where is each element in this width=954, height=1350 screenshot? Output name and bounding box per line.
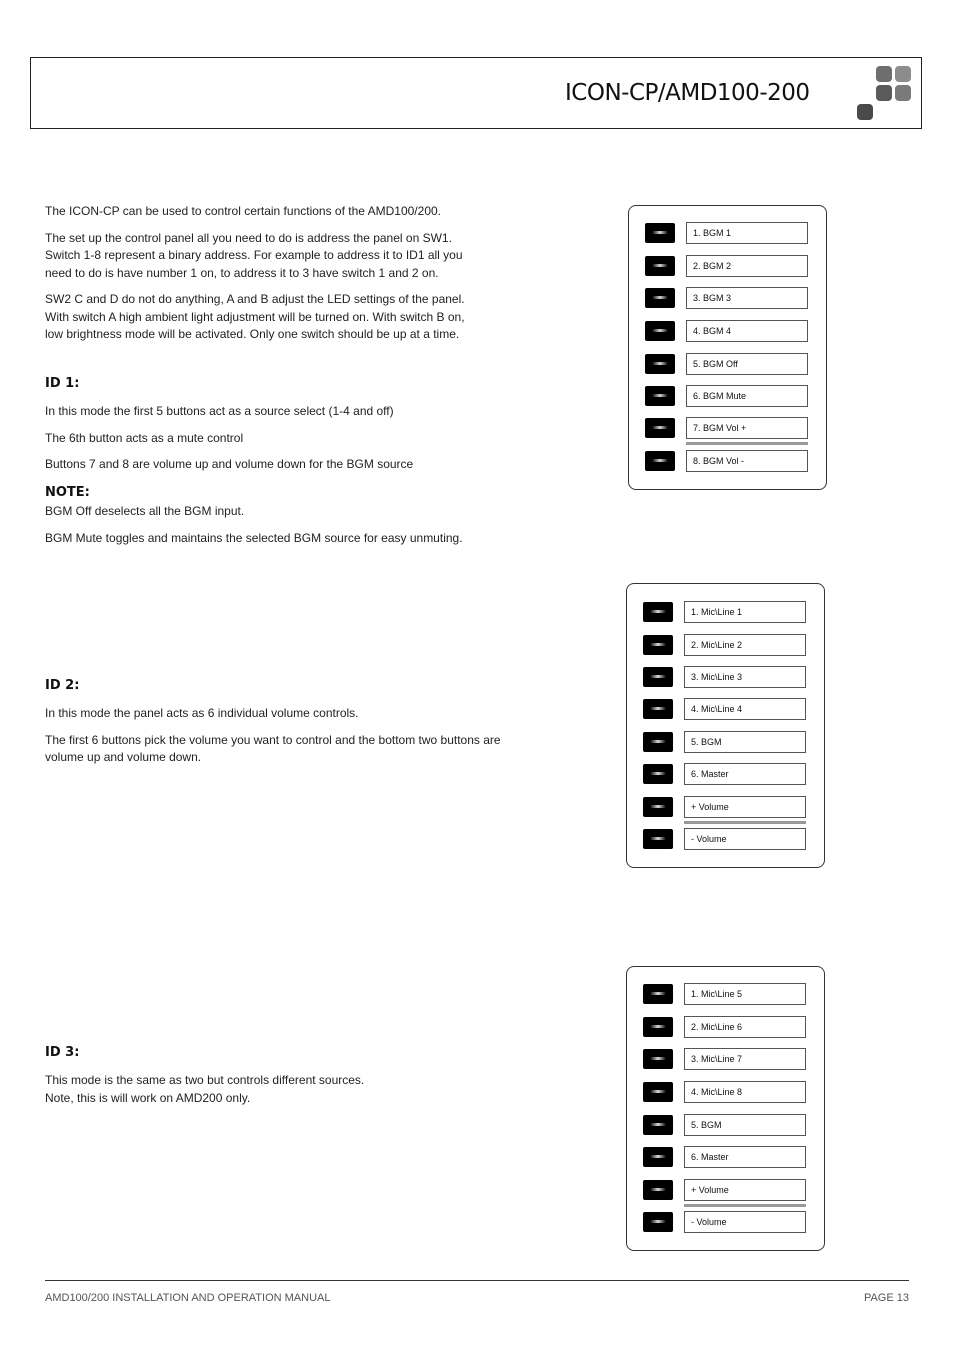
panel-button[interactable] bbox=[645, 321, 675, 341]
panel-button[interactable] bbox=[643, 1082, 673, 1102]
footer-manual-title: AMD100/200 INSTALLATION AND OPERATION MANUAL bbox=[45, 1292, 331, 1304]
id1-paragraph-2: The 6th button acts as a mute control bbox=[45, 430, 244, 445]
panel-row bbox=[627, 983, 824, 1005]
panel-row bbox=[627, 1146, 824, 1168]
panel-button[interactable] bbox=[643, 699, 673, 719]
panel-row bbox=[629, 320, 826, 342]
id2-paragraph-1: In this mode the panel acts as 6 individual volume controls. bbox=[45, 706, 359, 720]
panel-row bbox=[627, 601, 824, 623]
note-paragraph-2: BGM Mute toggles and maintains the selected BGM source for easy unmuting. bbox=[45, 530, 463, 545]
panel-button[interactable] bbox=[645, 354, 675, 374]
footer-divider bbox=[45, 1280, 909, 1281]
panel-row bbox=[627, 796, 824, 818]
intro-text bbox=[45, 203, 465, 344]
panel-button[interactable] bbox=[643, 829, 673, 849]
panel-button[interactable] bbox=[643, 1115, 673, 1135]
panel-button[interactable] bbox=[643, 635, 673, 655]
panel-label: - Volume bbox=[684, 828, 806, 850]
panel-row bbox=[627, 634, 824, 656]
panel-label: 5. BGM bbox=[684, 731, 806, 753]
note-text bbox=[45, 503, 545, 547]
panel-label: 4. Mic\Line 8 bbox=[684, 1081, 806, 1103]
panel-button[interactable] bbox=[645, 418, 675, 438]
panel-row bbox=[627, 698, 824, 720]
panel-label: 4. BGM 4 bbox=[686, 320, 808, 342]
panel-button[interactable] bbox=[643, 1049, 673, 1069]
panel-row bbox=[627, 1211, 824, 1233]
panel-button[interactable] bbox=[645, 256, 675, 276]
id3-text bbox=[45, 1072, 505, 1107]
id1-text bbox=[45, 403, 545, 474]
panel-row bbox=[629, 450, 826, 472]
panel-button[interactable] bbox=[643, 797, 673, 817]
id3-paragraph-2: Note, this is will work on AMD200 only. bbox=[45, 1090, 251, 1105]
panel-button[interactable] bbox=[643, 1212, 673, 1232]
panel-row bbox=[629, 287, 826, 309]
panel-label: 8. BGM Vol - bbox=[686, 450, 808, 472]
id1-heading: ID 1: bbox=[45, 376, 80, 391]
panel-label: 5. BGM Off bbox=[686, 353, 808, 375]
panel-label: 1. BGM 1 bbox=[686, 222, 808, 244]
panel-label: 7. BGM Vol + bbox=[686, 417, 808, 439]
logo-square bbox=[876, 85, 892, 101]
logo-square bbox=[895, 85, 911, 101]
id1-paragraph-3: Buttons 7 and 8 are volume up and volume down for the BGM source bbox=[45, 457, 414, 471]
panel-button[interactable] bbox=[643, 732, 673, 752]
panel-row bbox=[627, 763, 824, 785]
logo-square bbox=[876, 66, 892, 82]
logo-icon bbox=[856, 66, 914, 122]
panel-label: + Volume bbox=[684, 1179, 806, 1201]
panel-row bbox=[627, 731, 824, 753]
panel-label: 5. BGM bbox=[684, 1114, 806, 1136]
note-paragraph-1: BGM Off deselects all the BGM input. bbox=[45, 504, 245, 518]
id3-paragraph-1: This mode is the same as two but controls different sources. bbox=[45, 1073, 365, 1087]
control-panel-id3 bbox=[626, 966, 825, 1251]
panel-button[interactable] bbox=[643, 1147, 673, 1167]
panel-row bbox=[629, 417, 826, 439]
id2-heading: ID 2: bbox=[45, 678, 80, 693]
panel-button[interactable] bbox=[643, 984, 673, 1004]
panel-row bbox=[627, 828, 824, 850]
panel-label: 6. Master bbox=[684, 763, 806, 785]
intro-paragraph-2: The set up the control panel all you need to do is address the panel on SW1. Switch 1-8 represent a binary address. For example to address it to ID1 all you need to do is have number 1 on, to address it to 3 have switch 1 and 2 on. bbox=[45, 230, 463, 280]
id1-paragraph-1: In this mode the first 5 buttons act as a source select (1-4 and off) bbox=[45, 404, 394, 418]
panel-button[interactable] bbox=[645, 223, 675, 243]
panel-label: 2. Mic\Line 2 bbox=[684, 634, 806, 656]
panel-row bbox=[627, 1081, 824, 1103]
panel-label: 6. Master bbox=[684, 1146, 806, 1168]
panel-separator bbox=[684, 1204, 806, 1207]
panel-button[interactable] bbox=[645, 386, 675, 406]
id2-paragraph-2: The first 6 buttons pick the volume you want to control and the bottom two buttons are volume up and volume down. bbox=[45, 732, 501, 764]
panel-row bbox=[629, 222, 826, 244]
page-title: ICON-CP/AMD100-200 bbox=[565, 80, 810, 106]
panel-row bbox=[627, 666, 824, 688]
panel-label: 1. Mic\Line 1 bbox=[684, 601, 806, 623]
panel-label: - Volume bbox=[684, 1211, 806, 1233]
panel-button[interactable] bbox=[643, 667, 673, 687]
panel-row bbox=[627, 1048, 824, 1070]
panel-row bbox=[629, 255, 826, 277]
panel-label: 3. BGM 3 bbox=[686, 287, 808, 309]
logo-square bbox=[857, 104, 873, 120]
id3-heading: ID 3: bbox=[45, 1045, 80, 1060]
logo-square bbox=[895, 66, 911, 82]
panel-row bbox=[629, 385, 826, 407]
panel-label: 3. Mic\Line 3 bbox=[684, 666, 806, 688]
panel-label: 6. BGM Mute bbox=[686, 385, 808, 407]
panel-separator bbox=[684, 821, 806, 824]
panel-button[interactable] bbox=[643, 602, 673, 622]
panel-label: 3. Mic\Line 7 bbox=[684, 1048, 806, 1070]
control-panel-id2 bbox=[626, 583, 825, 868]
panel-row bbox=[627, 1114, 824, 1136]
panel-button[interactable] bbox=[643, 1180, 673, 1200]
panel-label: 2. Mic\Line 6 bbox=[684, 1016, 806, 1038]
intro-paragraph-3: SW2 C and D do not do anything, A and B adjust the LED settings of the panel. With switch A high ambient light adjustment will be turned on. With switch B on, low brightness mode will be activated. Only one switch should be up at a time. bbox=[45, 292, 465, 341]
intro-paragraph-1: The ICON-CP can be used to control certain functions of the AMD100/200. bbox=[45, 204, 441, 218]
panel-label: + Volume bbox=[684, 796, 806, 818]
panel-button[interactable] bbox=[643, 1017, 673, 1037]
panel-label: 1. Mic\Line 5 bbox=[684, 983, 806, 1005]
panel-label: 4. Mic\Line 4 bbox=[684, 698, 806, 720]
panel-button[interactable] bbox=[645, 451, 675, 471]
note-heading: NOTE: bbox=[45, 485, 90, 500]
panel-row bbox=[627, 1016, 824, 1038]
panel-button[interactable] bbox=[645, 288, 675, 308]
panel-label: 2. BGM 2 bbox=[686, 255, 808, 277]
panel-row bbox=[627, 1179, 824, 1201]
panel-separator bbox=[686, 442, 808, 445]
control-panel-id1 bbox=[628, 205, 827, 490]
panel-row bbox=[629, 353, 826, 375]
panel-button[interactable] bbox=[643, 764, 673, 784]
id2-text bbox=[45, 705, 505, 767]
footer-page-number: PAGE 13 bbox=[863, 1292, 909, 1304]
